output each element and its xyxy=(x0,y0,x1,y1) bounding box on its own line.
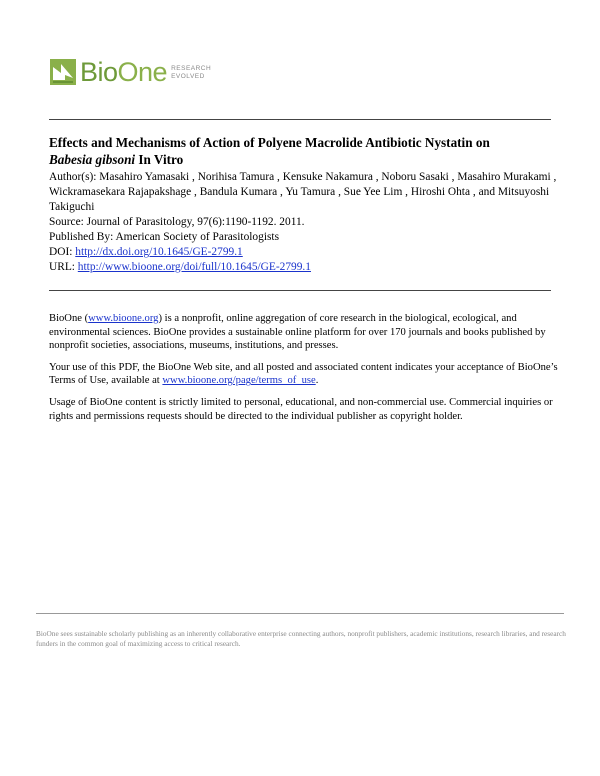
logo-tagline: RESEARCH EVOLVED xyxy=(171,65,212,80)
notice-paragraph-usage: Usage of BioOne content is strictly limited to personal, educational, and non-commercial use. Commercial inquiries or rights and permissions requests should be directed to the individual publisher as copyright holder. xyxy=(49,396,553,422)
footer-statement: BioOne sees sustainable scholarly publishing as an inherently collaborative enterprise connecting authors, nonprofit publishers, academic institutions, research libraries, and research funders in the common goal of maximizing access to critical research. xyxy=(36,629,566,648)
middle-divider xyxy=(49,290,551,291)
notice-paragraph-about: BioOne (www.bioone.org) is a nonprofit, online aggregation of core research in the biological, ecological, and environmental sciences. BioOne provides a sustainable online platform for over 170 journals and books published by nonprofit societies, associations, museums, institutions, and presses. xyxy=(49,313,546,352)
footer-divider xyxy=(36,613,564,614)
terms-of-use-link[interactable]: www.bioone.org/page/terms_of_use xyxy=(162,375,316,387)
article-title: Effects and Mechanisms of Action of Polyene Macrolide Antibiotic Nystatin on Babesia gibsoni In Vitro xyxy=(49,135,490,167)
article-publisher: Published By: American Society of Parasitologists xyxy=(49,231,280,243)
article-url: URL: http://www.bioone.org/doi/full/10.1645/GE-2799.1 xyxy=(49,261,311,273)
top-divider xyxy=(49,119,551,120)
bioone-home-link[interactable]: www.bioone.org xyxy=(88,313,159,324)
article-header xyxy=(49,134,559,275)
logo-wordmark: BioOne xyxy=(80,57,168,87)
notice-paragraph-terms: Your use of this PDF, the BioOne Web site, and all posted and associated content indicates your acceptance of BioOne’s Terms of Use, available at www.bioone.org/page/terms_of_use. xyxy=(49,361,558,387)
bioone-notice xyxy=(49,312,559,431)
bioone-leaf-icon xyxy=(50,59,76,85)
article-authors: Author(s): Masahiro Yamasaki , Norihisa Tamura , Kensuke Nakamura , Noboru Sasaki , Masahiro Murakami , Wickramasekara Rajapakshage , Bandula Kumara , Yu Tamura , Sue Yee Lim , Hiroshi Ohta , and Mitsuyoshi Takiguchi xyxy=(49,171,557,213)
article-source: Source: Journal of Parasitology, 97(6):1190-1192. 2011. xyxy=(49,216,305,228)
article-doi: DOI: http://dx.doi.org/10.1645/GE-2799.1 xyxy=(49,246,243,258)
article-url-link[interactable]: http://www.bioone.org/doi/full/10.1645/GE-2799.1 xyxy=(77,261,311,273)
bioone-logo xyxy=(50,56,211,88)
doi-link[interactable]: http://dx.doi.org/10.1645/GE-2799.1 xyxy=(75,246,243,258)
